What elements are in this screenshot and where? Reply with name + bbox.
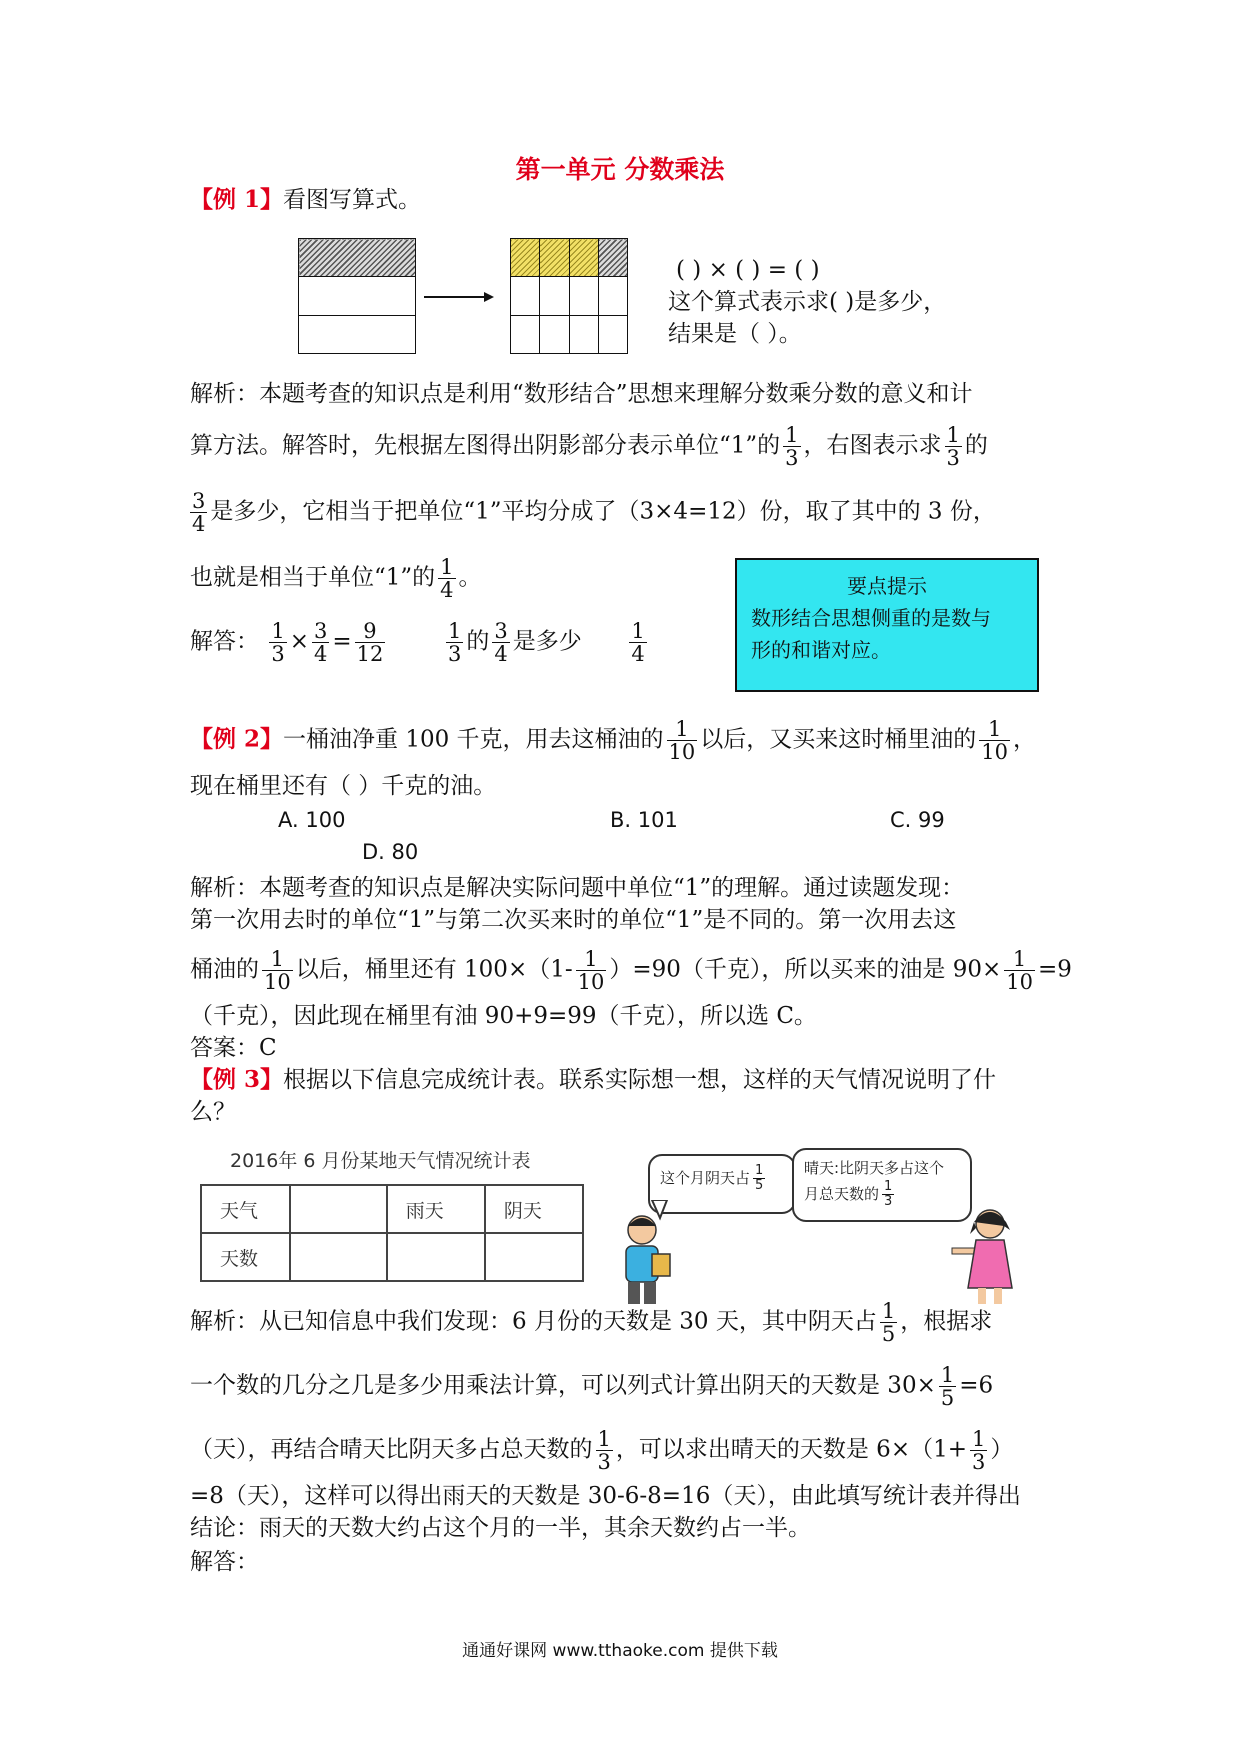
- example-3-analysis-line: （天），再结合晴天比阴天多占总天数的 $\frac{1}{3}$ ，可以求出晴天的天数是 6×（1+ $\frac{1}{3}$ ）: [190, 1427, 1014, 1474]
- table-cell: [485, 1233, 583, 1281]
- example-3-analysis-line: =8（天），这样可以得出雨天的天数是 30-6-8=16（天），由此填写统计表并得出: [190, 1483, 1021, 1509]
- option-b: B. 101: [610, 808, 678, 832]
- example-2-analysis-line: 第一次用去时的单位“1”与第二次买来时的单位“1”是不同的。第一次用去这: [190, 907, 957, 933]
- page-footer: 通通好课网 www.tthaoke.com 提供下载: [462, 1641, 778, 1661]
- blank-cell: [299, 315, 416, 353]
- left-fraction-diagram: [298, 238, 416, 354]
- example-1-analysis-line: $\frac{3}{4}$ 是多少，它相当于把单位“1”平均分成了（3×4=12）份，取了其中的 3 份，: [192, 489, 996, 536]
- speech-bubble-right: 晴天:比阴天多占这个 月总天数的 $\frac{1}{3}$: [792, 1148, 972, 1222]
- arrow-icon: [424, 290, 496, 304]
- example-3-tag: 【例 3】: [190, 1066, 284, 1093]
- stats-table-title: 2016年 6 月份某地天气情况统计表: [230, 1150, 531, 1172]
- page-title: 第一单元 分数乘法: [515, 155, 725, 184]
- example-3-answer-label: 解答：: [190, 1549, 259, 1575]
- table-header: [290, 1185, 387, 1233]
- girl-figure-icon: [940, 1196, 1030, 1306]
- blank-cell: [299, 277, 416, 315]
- example-2-question: 【例 2】一桶油净重 100 千克，用去这桶油的 $\frac{1}{10}$ 以后，又买来这时桶里油的 $\frac{1}{10}$ ，: [190, 717, 1037, 764]
- example-3-question-line-2: 么？: [190, 1099, 236, 1125]
- example-2-analysis-line: 桶油的 $\frac{1}{10}$ 以后，桶里还有 100×（1- $\frac{1}{10}$ ）=90（千克），所以买来的油是 90× $\frac{1}{10}$ =9: [190, 947, 1072, 994]
- example-3-analysis-line: 结论：雨天的天数大约占这个月的一半，其余天数约占一半。: [190, 1515, 811, 1541]
- example-2-answer: 答案：C: [190, 1035, 277, 1061]
- example-1-tag: 【例 1】: [190, 186, 284, 213]
- option-c: C. 99: [890, 808, 945, 832]
- table-cell: 天数: [201, 1233, 290, 1281]
- tip-title: 要点提示: [847, 574, 927, 598]
- example-2-analysis-line: 解析：本题考查的知识点是解决实际问题中单位“1”的理解。通过读题发现：: [190, 875, 965, 901]
- example-3-analysis-line: 解析：从已知信息中我们发现：6 月份的天数是 30 天，其中阴天占 $\frac{1}{5}$ ，根据求: [190, 1299, 993, 1346]
- example-1-heading: [190, 184, 421, 216]
- example-3-question: 【例 3】根据以下信息完成统计表。联系实际想一想，这样的天气情况说明了什: [190, 1066, 997, 1093]
- option-d: D. 80: [362, 840, 419, 864]
- example-1-question-1: 这个算式表示求( )是多少，: [668, 289, 947, 315]
- option-a: A. 100: [278, 808, 346, 832]
- boy-figure-icon: [612, 1200, 692, 1310]
- tip-line: 形的和谐对应。: [751, 638, 891, 662]
- example-1-answer: 解答： $\frac{1}{3}$ × $\frac{3}{4}$ = $\frac{9}{12}$ $\frac{1}{3}$ 的 $\frac{3}{4}$ 是多少 $\frac{1}{4}$: [190, 619, 645, 666]
- example-3-analysis-line: 一个数的几分之几是多少用乘法计算，可以列式计算出阴天的天数是 30× $\frac{1}{5}$ =6: [190, 1363, 994, 1410]
- table-header: 阴天: [485, 1185, 583, 1233]
- example-1-analysis-line: 算方法。解答时，先根据左图得出阴影部分表示单位“1”的 $\frac{1}{3}$ ，右图表示求 $\frac{1}{3}$ 的: [190, 423, 988, 470]
- table-cell: [387, 1233, 485, 1281]
- table-cell: [290, 1233, 387, 1281]
- example-1-analysis-line: 解析：本题考查的知识点是利用“数形结合”思想来理解分数乘分数的意义和计: [190, 381, 973, 407]
- right-fraction-diagram: [510, 238, 628, 354]
- shaded-third: [299, 239, 416, 277]
- tip-box: [735, 558, 1039, 692]
- example-2-question-line-2: 现在桶里还有（ ）千克的油。: [190, 773, 497, 799]
- table-header: 雨天: [387, 1185, 485, 1233]
- example-1-question-2: 结果是（ ）。: [668, 321, 802, 347]
- table-header: 天气: [201, 1185, 290, 1233]
- example-1-prompt: 看图写算式。: [283, 187, 422, 213]
- example-2-analysis-line: （千克），因此现在桶里有油 90+9=99（千克），所以选 C。: [190, 1003, 817, 1029]
- example-1-analysis-line: 也就是相当于单位“1”的 $\frac{1}{4}$ 。: [190, 555, 482, 602]
- speech-bubble-left: 这个月阴天占 $\frac{1}{5}$: [648, 1154, 796, 1214]
- tip-line: 数形结合思想侧重的是数与: [751, 606, 991, 630]
- weather-stats-table: [200, 1184, 584, 1282]
- example-2-tag: 【例 2】: [190, 725, 284, 753]
- example-1-formula: ( ) × ( ) = ( ): [676, 257, 820, 283]
